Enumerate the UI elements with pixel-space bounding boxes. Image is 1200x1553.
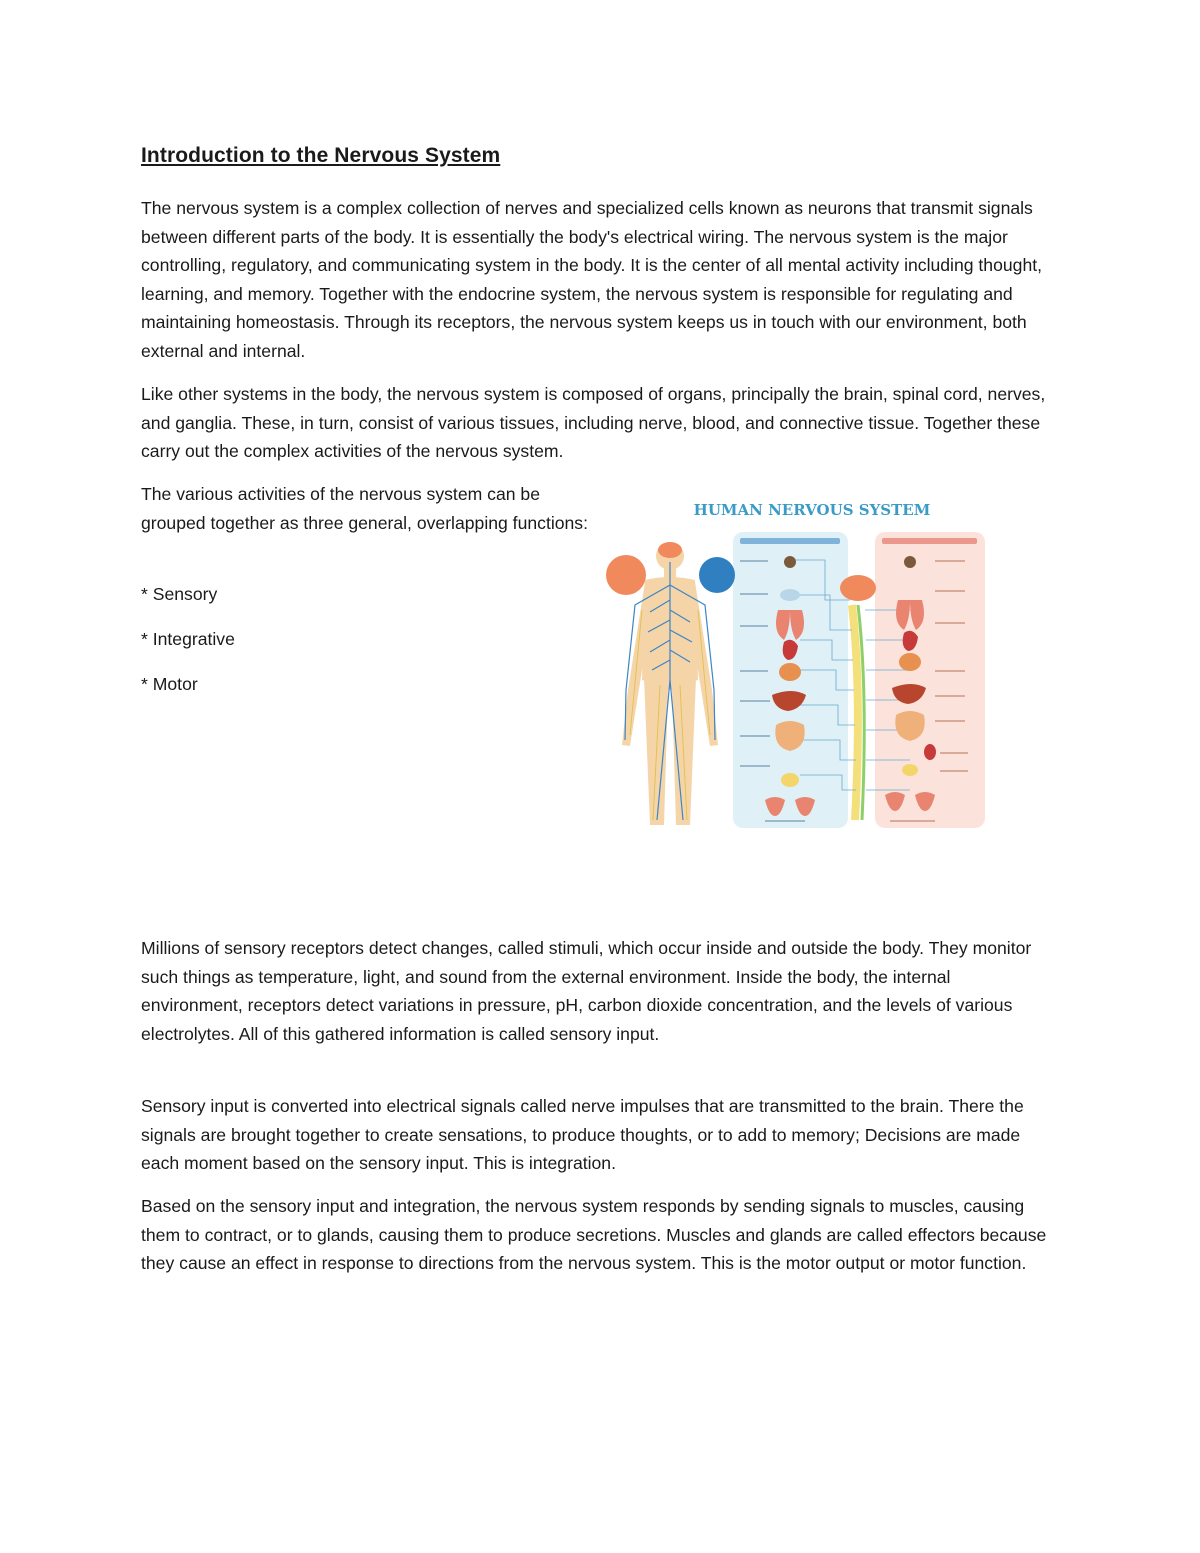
- cns-badge: [606, 555, 646, 595]
- list-item: * Integrative: [141, 629, 235, 649]
- figure-title: HUMAN NERVOUS SYSTEM: [693, 501, 931, 519]
- list-item: * Sensory: [141, 584, 218, 604]
- list-item: * Motor: [141, 674, 198, 694]
- nervous-system-illustration: [600, 490, 990, 835]
- nervous-system-diagram: [600, 490, 990, 835]
- paragraph-functions-intro: The various activities of the nervous system can be grouped together as three general, overlapping functions:: [141, 484, 588, 533]
- parasympathetic-header: [740, 538, 840, 544]
- sympathetic-header: [882, 538, 977, 544]
- page-title: Introduction to the Nervous System: [141, 144, 501, 167]
- paragraph-intro: The nervous system is a complex collection of nerves and specialized cells known as neurons that transmit signals between different parts of the body. It is essentially the body's electrical wiring. The nervous system is the major controlling, regulatory, and communicating system in the body. It is the center of all mental activity including thought, learning, and memory. Together with the endocrine system, the nervous system is responsible for regulating and maintaining homeostasis. Through its receptors, the nervous system keeps us in touch with our environment, both external and internal.: [141, 198, 1043, 361]
- sympathetic-panel: [875, 532, 985, 828]
- pns-badge: [699, 557, 735, 593]
- spinal-cord-icon: [852, 605, 858, 820]
- brain-badge: [840, 575, 876, 601]
- functions-list: [141, 580, 235, 715]
- paragraph-motor: Based on the sensory input and integration, the nervous system responds by sending signals to muscles, causing them to contract, or to glands, causing them to produce secretions. Muscles and glands are called effectors because they cause an effect in response to directions from the nervous system. This is the motor output or motor function.: [141, 1196, 1047, 1273]
- paragraph-sensory: Millions of sensory receptors detect changes, called stimuli, which occur inside and outside the body. They monitor such things as temperature, light, and sound from the external environment. Inside the body, the internal environment, receptors detect variations in pressure, pH, carbon dioxide concentration, and the levels of various electrolytes. All of this gathered information is called sensory input.: [141, 938, 1032, 1044]
- paragraph-organs: Like other systems in the body, the nervous system is composed of organs, principally the brain, spinal cord, nerves, and ganglia. These, in turn, consist of various tissues, including nerve, blood, and connective tissue. Together these carry out the complex activities of the nervous system.: [141, 384, 1046, 461]
- paragraph-integrative: Sensory input is converted into electrical signals called nerve impulses that are transmitted to the brain. There the signals are brought together to create sensations, to produce thoughts, or to add to memory; Decisions are made each moment based on the sensory input. This is integration.: [141, 1096, 1024, 1173]
